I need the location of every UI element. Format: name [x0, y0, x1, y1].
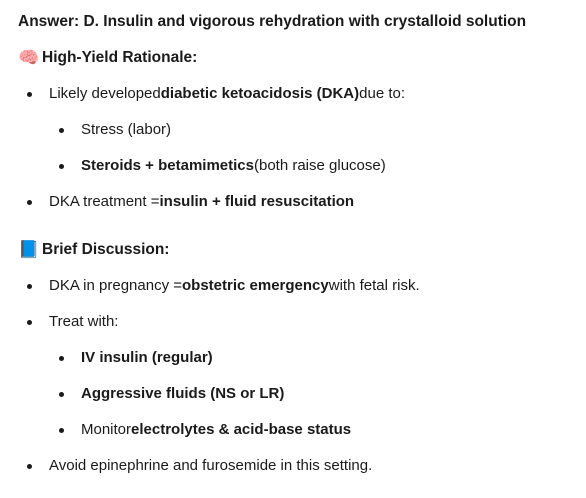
- answer-line: Answer: D. Insulin and vigorous rehydration with crystalloid solution: [18, 13, 527, 30]
- bullet-icon: [59, 428, 64, 433]
- item-text: DKA in pregnancy =: [49, 277, 183, 294]
- item-text-after: due to:: [359, 85, 406, 102]
- list-item: [59, 420, 351, 440]
- rationale-title: High-Yield Rationale:: [42, 49, 198, 66]
- brain-icon: 🧠: [18, 48, 40, 67]
- list-item: [59, 120, 171, 140]
- item-text: Treat with:: [49, 313, 119, 330]
- bullet-icon: [27, 320, 32, 325]
- discussion-title: Brief Discussion:: [42, 241, 170, 258]
- bullet-icon: [59, 356, 64, 361]
- bullet-icon: [59, 128, 64, 133]
- bullet-icon: [27, 464, 32, 469]
- item-bold: Steroids + betamimetics: [81, 157, 254, 174]
- item-bold: diabetic ketoacidosis (DKA): [160, 85, 360, 102]
- item-text-after: with fetal risk.: [328, 277, 420, 294]
- discussion-heading: [18, 240, 169, 260]
- bullet-icon: [27, 92, 32, 97]
- item-text: Monitor: [81, 421, 132, 438]
- list-item: [27, 312, 118, 332]
- item-text: Stress (labor): [81, 121, 172, 138]
- rationale-heading: [18, 48, 197, 68]
- bullet-icon: [59, 164, 64, 169]
- list-item: [27, 192, 354, 212]
- list-item: [59, 348, 213, 368]
- item-bold: insulin + fluid resuscitation: [159, 193, 355, 210]
- item-text-after: (both raise glucose): [253, 157, 386, 174]
- item-text: DKA treatment =: [49, 193, 160, 210]
- list-item: [27, 276, 420, 296]
- bullet-icon: [27, 284, 32, 289]
- bullet-icon: [27, 200, 32, 205]
- item-bold: obstetric emergency: [182, 277, 329, 294]
- list-item: [59, 156, 386, 176]
- bullet-icon: [59, 392, 64, 397]
- item-text: Likely developed: [49, 85, 161, 102]
- book-icon: 📘: [18, 240, 40, 259]
- list-item: [27, 456, 372, 476]
- item-text: Avoid epinephrine and furosemide in this setting.: [49, 457, 373, 474]
- item-bold: Aggressive fluids (NS or LR): [81, 385, 285, 402]
- item-bold: electrolytes & acid-base status: [131, 421, 352, 438]
- list-item: [59, 384, 284, 404]
- list-item: [27, 84, 405, 104]
- item-bold: IV insulin (regular): [81, 349, 213, 366]
